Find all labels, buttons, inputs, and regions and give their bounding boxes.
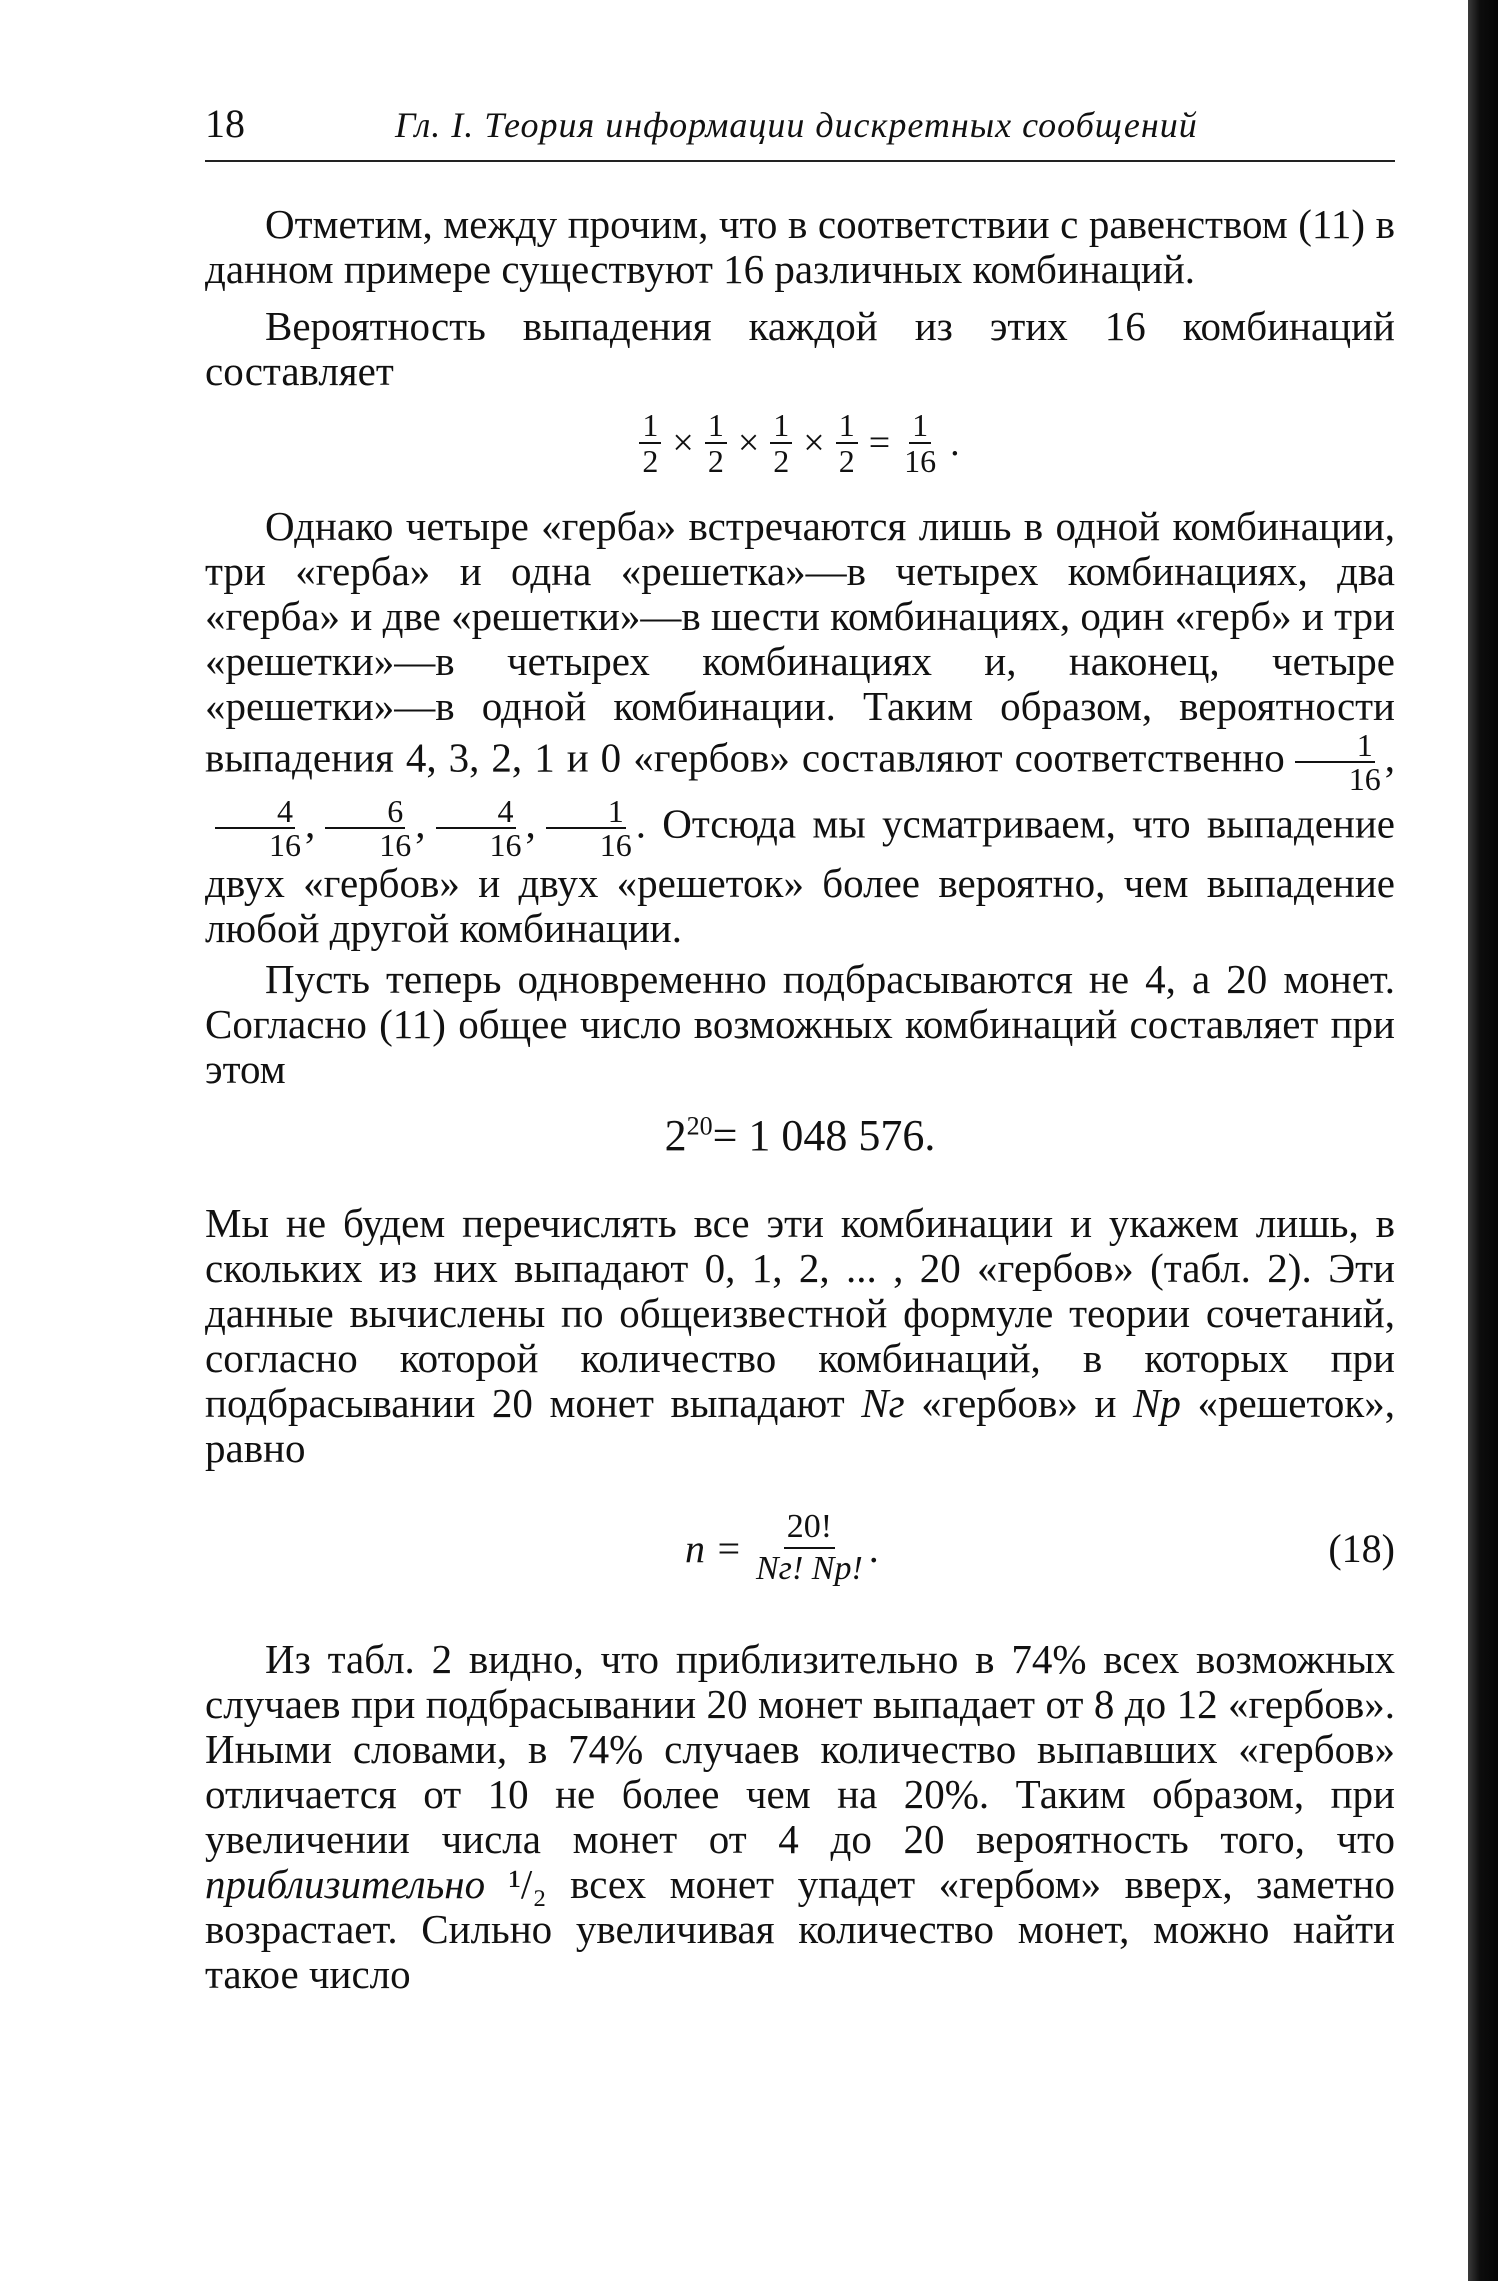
base: 2 — [664, 1111, 687, 1160]
paragraph-2: Вероятность выпадения каждой из этих 16 комбинаций составляет — [205, 303, 1395, 394]
paragraph-1: Отметим, между прочим, что в соответствии с равенством (11) в данном примере существуют 16 различных комбинаций. — [205, 201, 1395, 292]
fraction: $\frac{1}{16}$ — [540, 795, 632, 861]
period: . — [950, 422, 960, 464]
equation-18 — [205, 1497, 1395, 1607]
symbol-n-gerb: Nг — [861, 1380, 905, 1426]
fraction: $\frac{1}{16}$ — [904, 407, 937, 479]
fraction: $\frac{1}{2}$ — [639, 408, 661, 478]
fraction: $\frac{4}{16}$ — [430, 795, 522, 861]
fraction: $\frac{6}{16}$ — [319, 795, 411, 861]
italic-word: приблизительно — [205, 1861, 486, 1907]
fraction: $\frac{1}{2}$ — [836, 408, 858, 478]
page-header — [205, 100, 1395, 162]
equation-number: (18) — [1328, 1526, 1395, 1571]
fraction: $\frac{20!}{Nг! Nр!}$ — [756, 1508, 863, 1587]
paragraph-3-text: Однако четыре «герба» встречаются лишь в одной комбинации, три «герба» и одна «решетка»—в четырех комбинациях, два «герба» и две «решетки»—в шести комбинациях, один «герб» и три «решетки»—в четырех комбинациях и, наконец, четыре «решетки»—в одной комбинации. Таким образом, вероятности выпадения 4, 3, 2, 1 и 0 «гербов» составляют соответственно — [205, 503, 1395, 781]
symbol-n-reshetka: Nр — [1133, 1380, 1181, 1426]
exponent: 20 — [686, 1111, 713, 1141]
scan-page-edge — [1468, 0, 1498, 2281]
equation-power — [205, 1110, 1395, 1161]
paragraph-3: Однако четыре «герба» встречаются лишь в одной комбинации, три «герба» и одна «решетка»—в четырех комбинациях, два «герба» и две «решетки»—в шести комбинациях, один «герб» и три «решетки»—в четырех комбинациях и, наконец, четыре «решетки»—в одной комбинации. Таким образом, вероятности выпадения 4, 3, 2, 1 и 0 «гербов» составляют соответственно $\frac{1}{16}$ , $\frac{4}{16}$ , $\frac{6}{16}$ , $\frac{4}{16}$ , $\frac{1}{16}$ . Отсюда мы усматриваем, что выпадение двух «гербов» и двух «решеток» более вероятно, чем выпадение любой другой комбинации. — [205, 503, 1395, 951]
page-number: 18 — [205, 101, 245, 146]
period: . — [868, 1525, 879, 1571]
formula — [685, 1507, 879, 1589]
equation-rhs: = 1 048 576. — [712, 1111, 936, 1160]
times-sign: × — [737, 422, 760, 464]
paragraph-3-text-end: Отсюда мы усматриваем, что выпадение двух «гербов» и двух «решеток» более вероятно, чем выпадение любой другой комбинации. — [205, 800, 1395, 951]
fraction: $\frac{4}{16}$ — [209, 795, 301, 861]
times-sign: × — [803, 422, 825, 464]
equals-sign: = — [868, 422, 891, 464]
times-sign: × — [672, 422, 694, 464]
fraction: $\frac{1}{2}$ — [770, 408, 792, 478]
body-text — [205, 202, 1395, 1997]
paragraph-6: Из табл. 2 видно, что приблизительно в 74% всех возможных случаев при подбрасывании 20 монет выпадает от 8 до 12 «гербов». Иными словами, в 74% случаев количество выпавших «гербов» отличается от 10 не более чем на 20%. Таким образом, при увеличении числа монет от 4 до 20 вероятность того, что приблизительно ¹/₂ всех монет упадет «гербом» вверх, заметно возрастает. Сильно увеличивая количество монет, можно найти такое число — [205, 1636, 1395, 1997]
paragraph-4: Пусть теперь одновременно подбрасываются не 4, а 20 монет. Согласно (11) общее число возможных комбинаций составляет при этом — [205, 956, 1395, 1092]
equation-probability — [205, 408, 1395, 478]
book-page — [205, 100, 1395, 1997]
fraction: $\frac{1}{2}$ — [705, 408, 727, 478]
paragraph-5: Мы не будем перечислять все эти комбинации и укажем лишь, в скольких из них выпадают 0, 1, 2, ... , 20 «гербов» (табл. 2). Эти данные вычислены по общеизвестной формуле теории сочетаний, согласно которой количество комбинаций, в которых при подбрасывании 20 монет выпадают Nг «гербов» и Nр «решеток», равно — [205, 1200, 1395, 1471]
running-title: Гл. I. Теория информации дискретных сообщений — [395, 105, 1198, 145]
fraction: $\frac{1}{16}$ — [1289, 729, 1381, 795]
formula-lhs: n = — [685, 1525, 742, 1571]
